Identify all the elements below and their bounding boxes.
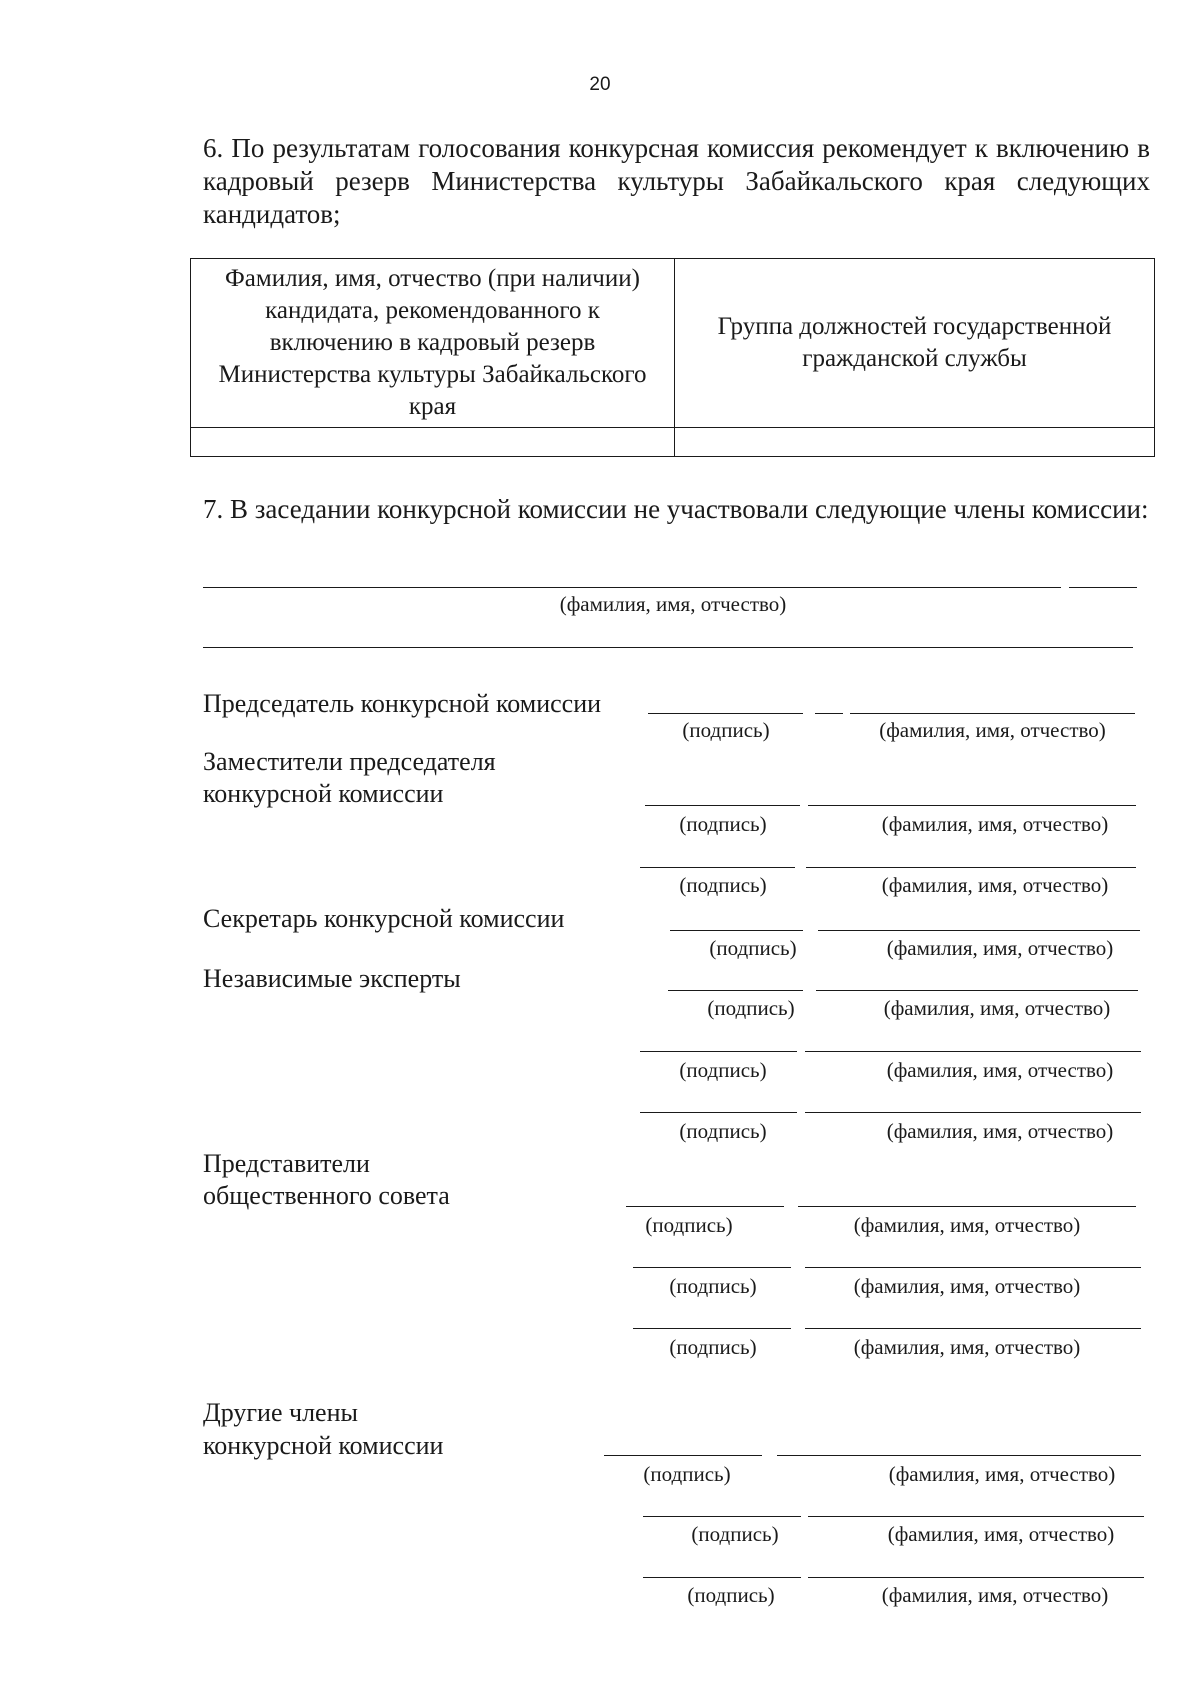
candidates-table xyxy=(190,258,1155,457)
signature-caption: (подпись) xyxy=(687,1583,775,1607)
table-cell-candidate[interactable] xyxy=(191,428,675,457)
fio-caption: (фамилия, имя, отчество) xyxy=(881,1583,1109,1607)
absent-members-line-1[interactable] xyxy=(203,587,1061,588)
fio-line[interactable] xyxy=(816,990,1138,991)
fio-line[interactable] xyxy=(808,1577,1144,1578)
fio-caption: (фамилия, имя, отчество) xyxy=(888,1462,1116,1486)
signature-line[interactable] xyxy=(643,1577,801,1578)
fio-caption: (фамилия, имя, отчество) xyxy=(881,812,1109,836)
role-public-council: Представители xyxy=(203,1149,370,1178)
signature-line[interactable] xyxy=(670,930,803,931)
role-others: Другие члены xyxy=(203,1398,358,1427)
signature-line[interactable] xyxy=(626,1206,784,1207)
signature-caption: (подпись) xyxy=(645,1213,733,1237)
fio-caption: (фамилия, имя, отчество) xyxy=(853,1274,1081,1298)
fio-line[interactable] xyxy=(818,930,1140,931)
fio-line[interactable] xyxy=(798,1206,1136,1207)
signature-line[interactable] xyxy=(640,867,795,868)
signature-caption: (подпись) xyxy=(691,1522,779,1546)
fio-line[interactable] xyxy=(808,805,1136,806)
fio-caption: (фамилия, имя, отчество) xyxy=(886,936,1114,960)
role-chairman: Председатель конкурсной комиссии xyxy=(203,689,602,718)
fio-line[interactable] xyxy=(805,1328,1141,1329)
signature-line[interactable] xyxy=(633,1267,791,1268)
section-6-text: 6. По результатам голосования конкурсная комиссия рекомендует к включению в кадровый резерв Министерства культуры Забайкальского края следующих кандидатов; xyxy=(203,133,1150,229)
absent-members-fio-caption: (фамилия, имя, отчество) xyxy=(559,592,787,616)
fio-line[interactable] xyxy=(806,867,1136,868)
signature-line[interactable] xyxy=(640,1051,797,1052)
fio-caption: (фамилия, имя, отчество) xyxy=(853,1335,1081,1359)
role-deputies-cont: конкурсной комиссии xyxy=(203,779,444,808)
role-others-cont: конкурсной комиссии xyxy=(203,1431,444,1460)
signature-line-dash[interactable] xyxy=(815,713,843,714)
signature-line[interactable] xyxy=(668,990,803,991)
fio-line[interactable] xyxy=(808,1516,1144,1517)
signature-line[interactable] xyxy=(645,805,800,806)
signature-caption: (подпись) xyxy=(643,1462,731,1486)
signature-caption: (подпись) xyxy=(669,1335,757,1359)
signature-line[interactable] xyxy=(604,1455,762,1456)
role-deputies: Заместители председателя xyxy=(203,747,496,776)
fio-line[interactable] xyxy=(805,1112,1141,1113)
absent-members-line-1-end[interactable] xyxy=(1069,587,1137,588)
signature-caption: (подпись) xyxy=(679,1119,767,1143)
signature-line[interactable] xyxy=(640,1112,797,1113)
signature-caption: (подпись) xyxy=(669,1274,757,1298)
signature-line[interactable] xyxy=(648,713,803,714)
table-header-candidate: Фамилия, имя, отчество (при наличии) кандидата, рекомендованного к включению в кадровый резерв Министерства культуры Забайкальского края xyxy=(191,259,675,428)
fio-caption: (фамилия, имя, отчество) xyxy=(881,873,1109,897)
signature-caption: (подпись) xyxy=(679,1058,767,1082)
signature-line[interactable] xyxy=(643,1516,801,1517)
fio-caption: (фамилия, имя, отчество) xyxy=(883,996,1111,1020)
page-number: 20 xyxy=(589,74,611,95)
signature-line[interactable] xyxy=(633,1328,791,1329)
fio-caption: (фамилия, имя, отчество) xyxy=(879,718,1106,742)
fio-caption: (фамилия, имя, отчество) xyxy=(886,1119,1114,1143)
signature-caption: (подпись) xyxy=(707,996,795,1020)
fio-caption: (фамилия, имя, отчество) xyxy=(886,1058,1114,1082)
signature-caption: (подпись) xyxy=(679,873,767,897)
role-experts: Независимые эксперты xyxy=(203,964,461,993)
signature-caption: (подпись) xyxy=(679,812,767,836)
absent-members-line-2[interactable] xyxy=(203,647,1133,648)
signature-caption: (подпись) xyxy=(682,718,770,742)
role-public-council-cont: общественного совета xyxy=(203,1181,450,1210)
role-secretary: Секретарь конкурсной комиссии xyxy=(203,904,565,933)
signature-caption: (подпись) xyxy=(709,936,797,960)
fio-line[interactable] xyxy=(805,1267,1141,1268)
table-cell-position-group[interactable] xyxy=(675,428,1155,457)
section-7-text: 7. В заседании конкурсной комиссии не участвовали следующие члены комиссии: xyxy=(203,494,1149,524)
table-header-position-group: Группа должностей государственной гражданской службы xyxy=(675,259,1155,428)
fio-caption: (фамилия, имя, отчество) xyxy=(887,1522,1115,1546)
fio-line[interactable] xyxy=(805,1051,1141,1052)
fio-caption: (фамилия, имя, отчество) xyxy=(853,1213,1081,1237)
fio-line[interactable] xyxy=(777,1455,1141,1456)
fio-line[interactable] xyxy=(850,713,1135,714)
